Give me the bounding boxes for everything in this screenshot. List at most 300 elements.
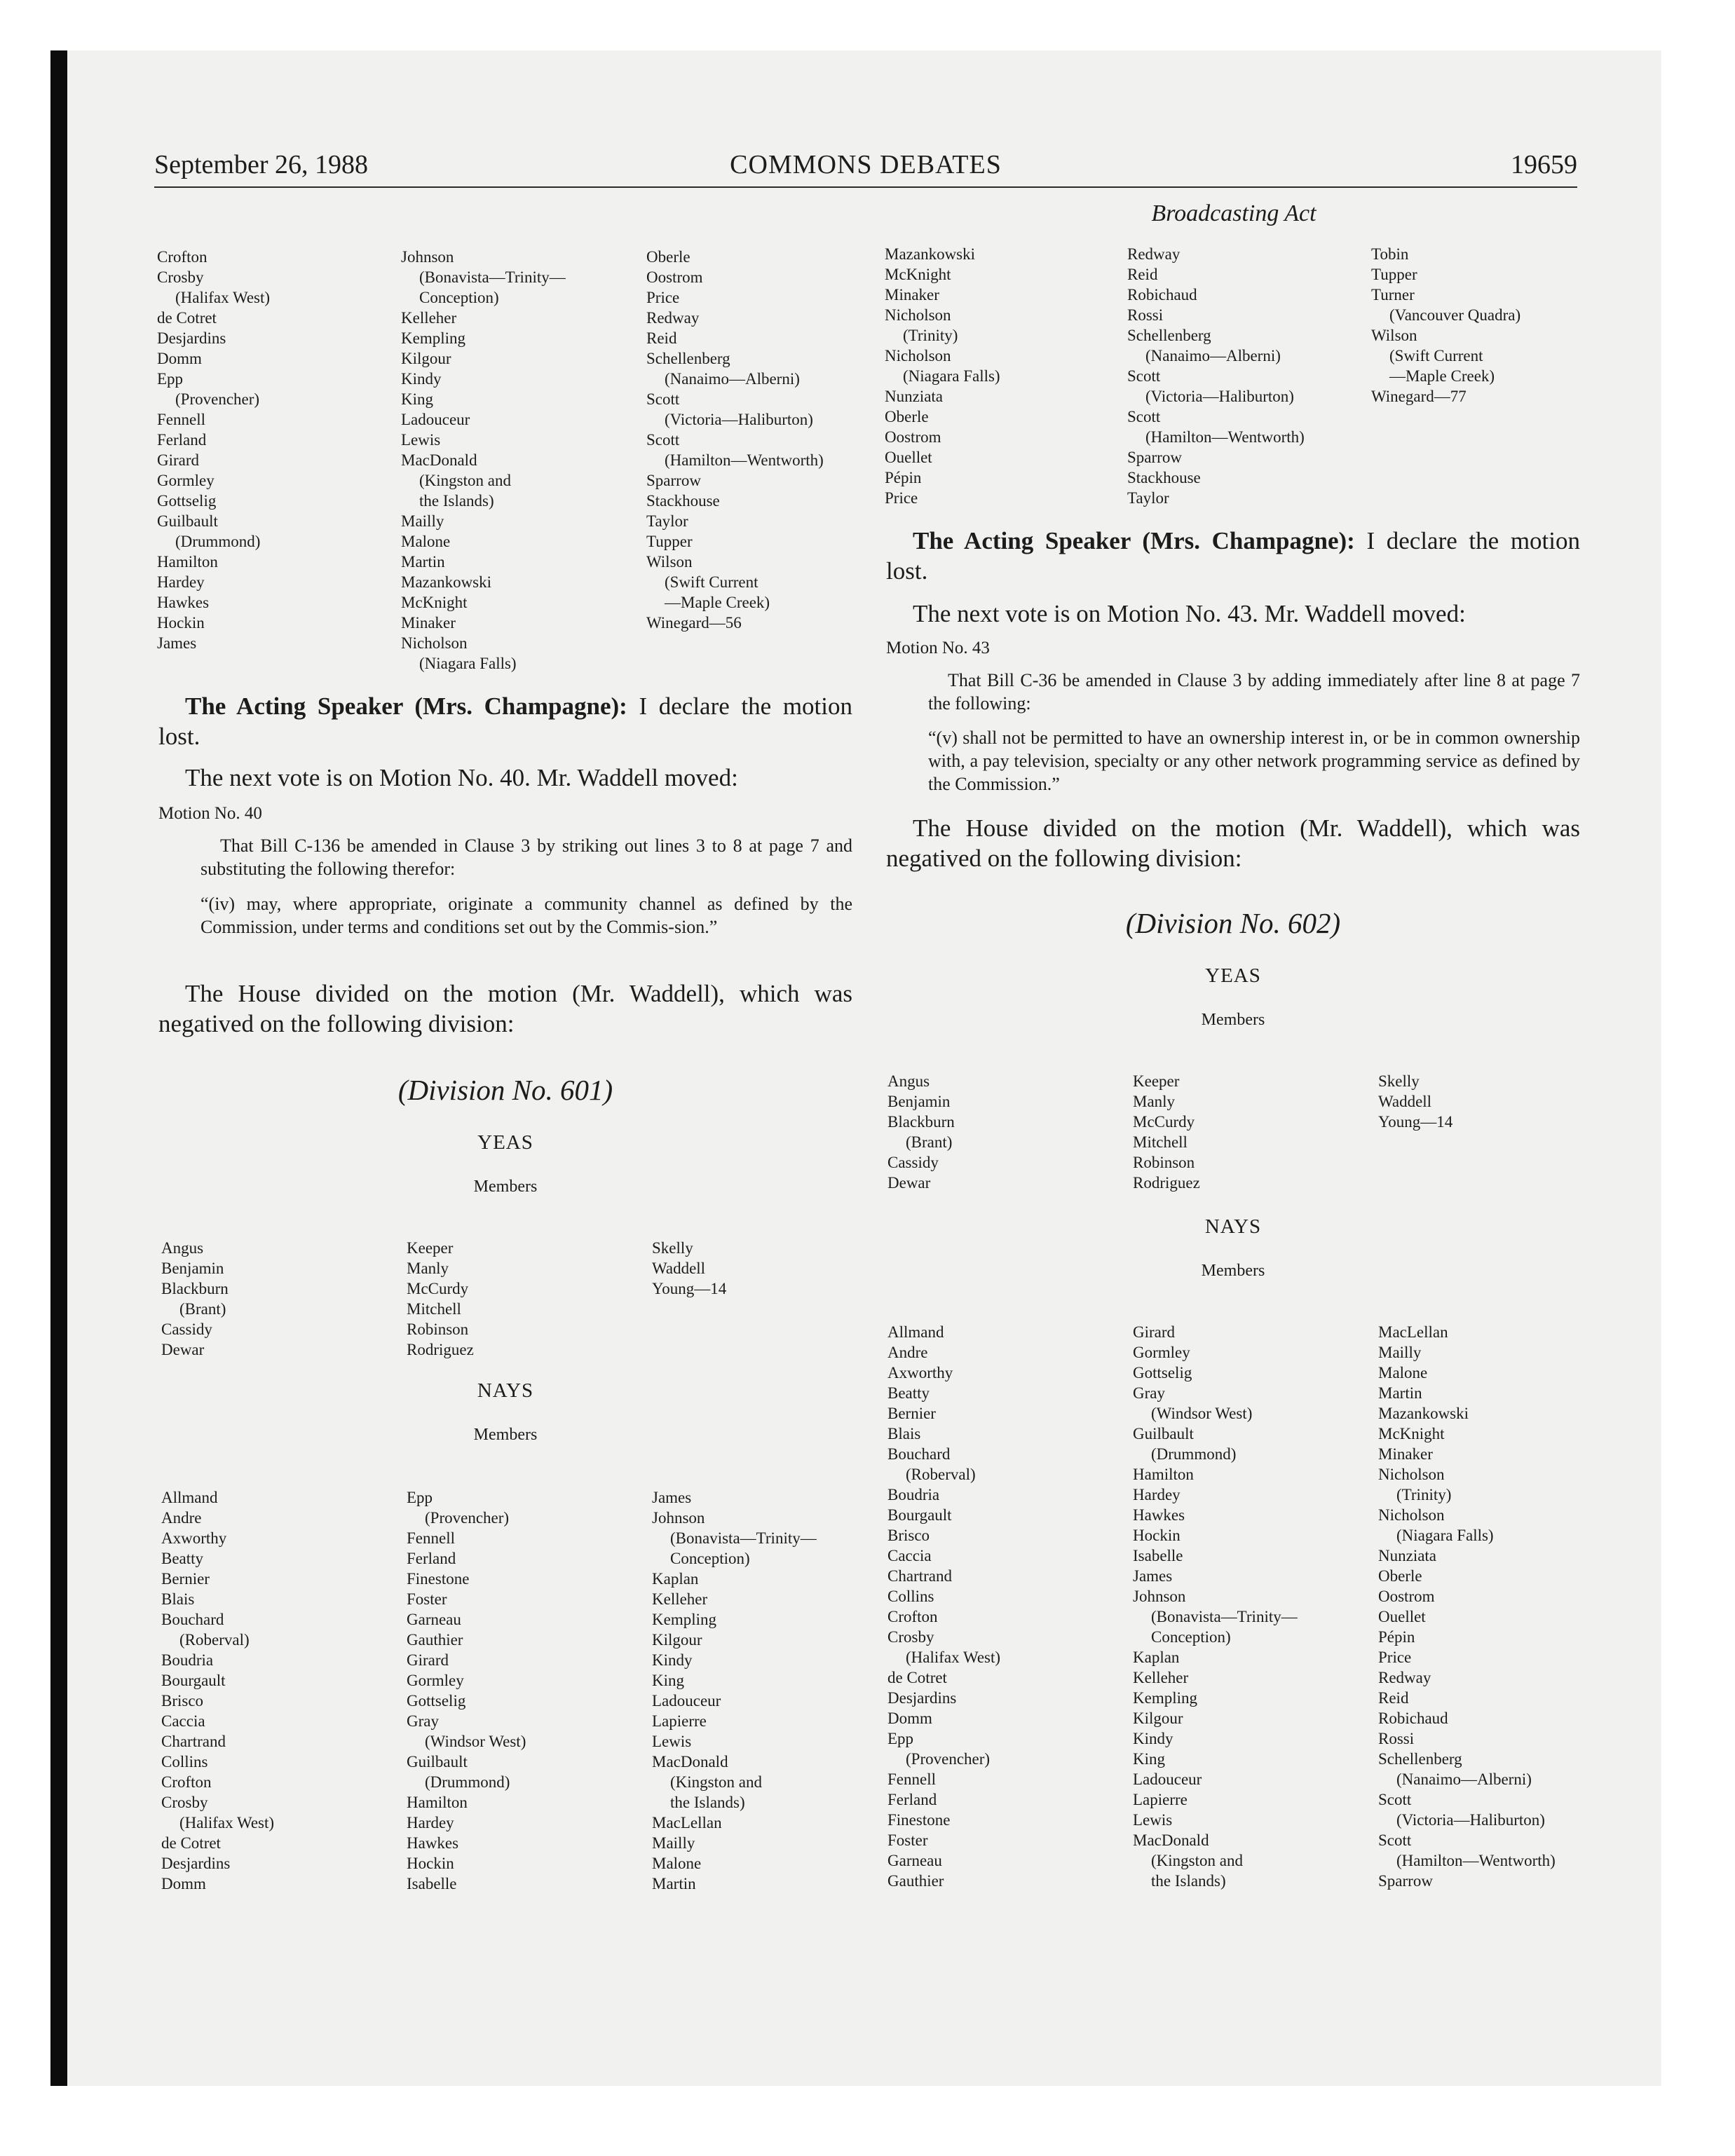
speaker-text: I declare the motion lost. (886, 527, 1580, 585)
member-name: Johnson (652, 1509, 705, 1527)
member-name: Gauthier (407, 1631, 463, 1649)
member-name: Mitchell (407, 1300, 461, 1318)
member-name: Scott (646, 431, 680, 449)
division-title: (Division No. 601) (397, 1074, 613, 1106)
member-name: Fennell (407, 1529, 455, 1547)
member-name: Andre (161, 1509, 202, 1527)
member-name: Nunziata (1378, 1547, 1437, 1564)
member-name: Schellenberg (646, 350, 730, 367)
member-name: (Victoria—Haliburton) (1145, 388, 1294, 405)
member-name: Kelleher (652, 1590, 708, 1608)
member-name: Scott (1127, 408, 1161, 425)
member-name: Collins (887, 1588, 934, 1605)
member-name: Redway (1127, 245, 1181, 263)
member-name: Caccia (887, 1547, 932, 1564)
member-name: Oberle (885, 408, 929, 425)
member-name: James (652, 1489, 692, 1506)
name-list (646, 247, 824, 633)
name-list (1378, 1071, 1452, 1132)
member-name: (Bonavista—Trinity— (1151, 1608, 1298, 1625)
member-name: Robinson (407, 1321, 469, 1338)
member-name: Malone (401, 533, 451, 550)
member-name: Blais (887, 1425, 921, 1442)
member-name: Wilson (646, 553, 693, 571)
member-name: Hockin (157, 614, 205, 632)
member-name: Benjamin (887, 1093, 951, 1110)
member-name: (Hamilton—Wentworth) (1396, 1852, 1556, 1869)
yeas-heading: YEAS (1205, 964, 1261, 987)
member-name: Chartrand (161, 1733, 226, 1750)
member-name: Price (646, 289, 680, 306)
member-name: (Kingston and (1151, 1852, 1243, 1869)
member-name: Ladouceur (401, 411, 470, 428)
member-name: Desjardins (161, 1855, 231, 1872)
member-name: (Roberval) (179, 1631, 250, 1649)
member-name: Oostrom (646, 268, 703, 286)
member-name: (Nanaimo—Alberni) (1145, 347, 1281, 364)
member-name: Kindy (401, 370, 442, 388)
member-name: Hockin (407, 1855, 454, 1872)
member-name: Pépin (885, 469, 922, 486)
member-name: Allmand (887, 1323, 944, 1341)
name-list (652, 1238, 726, 1299)
member-name: Ferland (407, 1550, 456, 1567)
member-name: McKnight (1378, 1425, 1445, 1442)
member-name: Conception) (670, 1550, 750, 1567)
scan-edge (50, 50, 67, 2086)
member-name: Bouchard (887, 1445, 951, 1463)
header-page-number: 19659 (1511, 150, 1577, 179)
member-name: Kempling (401, 329, 465, 347)
speaker-text: I declare the motion lost. (158, 692, 852, 750)
member-name: Hardey (157, 573, 205, 591)
member-name: Crofton (887, 1608, 938, 1625)
member-name: Robichaud (1127, 286, 1197, 303)
member-name: Mailly (652, 1834, 695, 1852)
member-name: Nicholson (885, 347, 951, 364)
member-name: Crofton (161, 1773, 212, 1791)
member-name: Hockin (1133, 1527, 1181, 1544)
header-date: September 26, 1988 (154, 150, 369, 179)
name-list (887, 1322, 1000, 1891)
member-name: Finestone (407, 1570, 470, 1588)
member-name: MacLellan (1378, 1323, 1448, 1341)
member-name: Minaker (1378, 1445, 1433, 1463)
member-name: Martin (401, 553, 445, 571)
member-name: MacDonald (1133, 1831, 1209, 1849)
member-name: Lewis (401, 431, 441, 449)
member-name: Garneau (887, 1852, 942, 1869)
member-name: Reid (1127, 266, 1158, 283)
member-name: Bourgault (161, 1672, 226, 1689)
member-name: Domm (161, 1875, 206, 1892)
member-name: Redway (1378, 1669, 1431, 1686)
member-name: —Maple Creek) (1389, 367, 1495, 385)
member-name: (Provencher) (175, 390, 260, 408)
member-name: Kaplan (652, 1570, 699, 1588)
member-name: Scott (1378, 1791, 1412, 1808)
member-name: Robinson (1133, 1154, 1195, 1171)
member-name: McKnight (885, 266, 951, 283)
name-list (407, 1487, 526, 1894)
member-name: Price (885, 489, 918, 507)
next-vote-text: The next vote is on Motion No. 43. Mr. Waddell moved: (913, 600, 1466, 627)
member-name: Tobin (1371, 245, 1409, 263)
member-name: Gray (1133, 1384, 1165, 1402)
member-name: Epp (407, 1489, 433, 1506)
member-name: Domm (887, 1710, 932, 1727)
member-name: Angus (161, 1239, 204, 1257)
motion-quote: “(iv) may, where appropriate, originate a community channel as defined by the Commission, under terms and conditions set out by the Commis-sion.” (200, 894, 852, 937)
member-name: (Drummond) (1151, 1445, 1237, 1463)
member-name: Fennell (887, 1770, 936, 1788)
member-name: Tupper (1371, 266, 1417, 283)
member-name: Boudria (887, 1486, 940, 1503)
member-name: de Cotret (157, 309, 217, 327)
member-name: Brisco (887, 1527, 930, 1544)
member-name: Robichaud (1378, 1710, 1448, 1727)
member-name: (Trinity) (1396, 1486, 1452, 1503)
member-name: Hamilton (157, 553, 218, 571)
member-name: Ouellet (885, 449, 932, 466)
member-name: MacLellan (652, 1814, 722, 1831)
member-name: (Niagara Falls) (903, 367, 1000, 385)
member-name: Blais (161, 1590, 195, 1608)
member-name: Ferland (887, 1791, 937, 1808)
member-name: —Maple Creek) (665, 594, 770, 611)
member-name: Keeper (407, 1239, 454, 1257)
member-name: Skelly (652, 1239, 693, 1257)
member-name: Stackhouse (1127, 469, 1201, 486)
member-name: Nicholson (1378, 1466, 1445, 1483)
member-name: Sparrow (646, 472, 701, 489)
division-intro: The House divided on the motion (Mr. Waddell), which was negatived on the following division: (158, 980, 852, 1037)
members-subheading: Members (473, 1178, 538, 1196)
member-name: Martin (652, 1875, 696, 1892)
member-name: Blackburn (161, 1280, 229, 1297)
member-name: Gottselig (407, 1692, 466, 1710)
member-name: de Cotret (887, 1669, 947, 1686)
name-list (887, 1071, 955, 1193)
name-list (1371, 244, 1520, 407)
member-name: (Niagara Falls) (1396, 1527, 1494, 1544)
member-name: (Niagara Falls) (419, 655, 517, 672)
member-name: Beatty (161, 1550, 204, 1567)
next-vote-text: The next vote is on Motion No. 40. Mr. Waddell moved: (185, 764, 738, 791)
header-publication: COMMONS DEBATES (730, 150, 1002, 179)
member-name: Bouchard (161, 1611, 224, 1628)
member-name: Crosby (161, 1794, 208, 1811)
member-name: Hawkes (1133, 1506, 1185, 1524)
member-name: Price (1378, 1649, 1412, 1666)
member-name: (Provencher) (906, 1750, 991, 1768)
member-name: Foster (887, 1831, 928, 1849)
member-name: Johnson (401, 248, 454, 266)
member-name: (Swift Current (665, 573, 758, 591)
member-name: Benjamin (161, 1260, 224, 1277)
member-name: (Nanaimo—Alberni) (665, 370, 800, 388)
member-name: (Windsor West) (425, 1733, 526, 1750)
member-name: Sparrow (1127, 449, 1182, 466)
member-name: Isabelle (407, 1875, 457, 1892)
member-name: Conception) (1151, 1628, 1231, 1646)
name-list (401, 247, 566, 674)
member-name: Rodriguez (407, 1341, 474, 1358)
member-name: Cassidy (161, 1321, 212, 1338)
member-name: Hawkes (407, 1834, 459, 1852)
member-name: Keeper (1133, 1072, 1180, 1090)
member-name: Ladouceur (652, 1692, 721, 1710)
member-name: Girard (407, 1651, 449, 1669)
member-name: Kilgour (652, 1631, 702, 1649)
name-list (157, 247, 270, 653)
member-name: the Islands) (670, 1794, 745, 1811)
member-name: Blackburn (887, 1113, 955, 1131)
member-name: Scott (1127, 367, 1161, 385)
member-name: Oostrom (885, 428, 941, 446)
member-name: Kilgour (401, 350, 451, 367)
member-name: Gormley (1133, 1344, 1190, 1361)
member-name: Reid (1378, 1689, 1409, 1707)
member-name: Crosby (157, 268, 204, 286)
member-name: Martin (1378, 1384, 1422, 1402)
name-list (1133, 1071, 1200, 1193)
name-list (161, 1238, 229, 1360)
member-name: Taylor (646, 512, 688, 530)
member-name: Turner (1371, 286, 1415, 303)
member-name: Schellenberg (1127, 327, 1211, 344)
member-name: King (401, 390, 433, 408)
member-name: Epp (887, 1730, 914, 1747)
speaker-name: The Acting Speaker (Mrs. Champagne): (913, 527, 1355, 554)
member-name: Bernier (887, 1405, 936, 1422)
motion-label: Motion No. 43 (886, 639, 990, 657)
running-head: Broadcasting Act (1151, 200, 1316, 226)
member-name: (Vancouver Quadra) (1389, 306, 1521, 324)
speaker-paragraph (886, 526, 1580, 586)
member-name: (Drummond) (425, 1773, 510, 1791)
name-list (161, 1487, 274, 1894)
member-name: Collins (161, 1753, 208, 1770)
member-name: Stackhouse (646, 492, 720, 510)
member-name: Axworthy (887, 1364, 953, 1381)
member-name: Desjardins (157, 329, 226, 347)
member-name: Hardey (1133, 1486, 1181, 1503)
member-name: Minaker (885, 286, 939, 303)
member-name: Kempling (1133, 1689, 1197, 1707)
member-name: Allmand (161, 1489, 218, 1506)
member-name: Skelly (1378, 1072, 1420, 1090)
member-name: Gauthier (887, 1872, 944, 1890)
name-list (885, 244, 1000, 508)
member-name: MacDonald (401, 451, 477, 469)
member-name: Gottselig (157, 492, 217, 510)
member-name: (Halifax West) (179, 1814, 275, 1831)
motion-label: Motion No. 40 (158, 804, 262, 823)
member-name: Manly (407, 1260, 449, 1277)
member-name: Foster (407, 1590, 447, 1608)
member-name: Brisco (161, 1692, 204, 1710)
member-name: (Victoria—Haliburton) (1396, 1811, 1545, 1829)
member-name: Waddell (1378, 1093, 1432, 1110)
page-header (154, 147, 1577, 188)
member-name: Oostrom (1378, 1588, 1435, 1605)
member-name: Hamilton (1133, 1466, 1194, 1483)
member-name: Crofton (157, 248, 207, 266)
name-list (1133, 1322, 1298, 1891)
member-name: the Islands) (419, 492, 494, 510)
motion-text: That Bill C-136 be amended in Clause 3 by striking out lines 3 to 8 at page 7 and substituting the following therefor: (200, 835, 852, 879)
member-name: Winegard—56 (646, 614, 742, 632)
member-name: Angus (887, 1072, 930, 1090)
member-name: Mazankowski (885, 245, 976, 263)
member-name: Guilbault (407, 1753, 468, 1770)
member-name: King (1133, 1750, 1165, 1768)
member-name: Finestone (887, 1811, 951, 1829)
member-name: McCurdy (1133, 1113, 1195, 1131)
member-name: Kilgour (1133, 1710, 1183, 1727)
member-name: Redway (646, 309, 700, 327)
member-name: Lewis (652, 1733, 692, 1750)
member-name: Kaplan (1133, 1649, 1180, 1666)
speaker-name: The Acting Speaker (Mrs. Champagne): (185, 692, 627, 720)
member-name: Nicholson (885, 306, 951, 324)
member-name: Wilson (1371, 327, 1417, 344)
member-name: Manly (1133, 1093, 1176, 1110)
member-name: James (157, 634, 197, 652)
member-name: Minaker (401, 614, 456, 632)
member-name: de Cotret (161, 1834, 221, 1852)
member-name: Domm (157, 350, 202, 367)
member-name: (Kingston and (419, 472, 511, 489)
member-name: Bourgault (887, 1506, 952, 1524)
member-name: the Islands) (1151, 1872, 1226, 1890)
member-name: Kempling (652, 1611, 716, 1628)
member-name: Gottselig (1133, 1364, 1192, 1381)
member-name: Johnson (1133, 1588, 1186, 1605)
member-name: Epp (157, 370, 184, 388)
member-name: Reid (646, 329, 677, 347)
member-name: Nunziata (885, 388, 944, 405)
motion-quote: “(v) shall not be permitted to have an ownership interest in, or be in common ownership with, a pay television, specialty or any other network programming service as defined by the Commission.” (928, 728, 1580, 794)
member-name: (Nanaimo—Alberni) (1396, 1770, 1532, 1788)
member-name: Rossi (1127, 306, 1164, 324)
member-name: Mazankowski (1378, 1405, 1469, 1422)
member-name: Gormley (157, 472, 215, 489)
member-name: Lapierre (1133, 1791, 1188, 1808)
member-name: (Kingston and (670, 1773, 762, 1791)
member-name: Lapierre (652, 1712, 707, 1730)
member-name: Kelleher (1133, 1669, 1189, 1686)
member-name: Ferland (157, 431, 207, 449)
member-name: Schellenberg (1378, 1750, 1462, 1768)
member-name: Crosby (887, 1628, 934, 1646)
member-name: Sparrow (1378, 1872, 1433, 1890)
member-name: (Victoria—Haliburton) (665, 411, 813, 428)
member-name: Isabelle (1133, 1547, 1183, 1564)
member-name: McCurdy (407, 1280, 469, 1297)
member-name: Ouellet (1378, 1608, 1426, 1625)
member-name: Dewar (887, 1174, 931, 1192)
member-name: Guilbault (1133, 1425, 1194, 1442)
member-name: Desjardins (887, 1689, 957, 1707)
name-list (652, 1487, 817, 1894)
member-name: (Bonavista—Trinity— (419, 268, 566, 286)
member-name: Ladouceur (1133, 1770, 1202, 1788)
member-name: Kindy (1133, 1730, 1173, 1747)
yeas-heading: YEAS (477, 1131, 533, 1154)
member-name: Hawkes (157, 594, 210, 611)
member-name: Kindy (652, 1651, 693, 1669)
nays-heading: NAYS (477, 1379, 534, 1402)
member-name: Caccia (161, 1712, 205, 1730)
member-name: Scott (1378, 1831, 1412, 1849)
member-name: Girard (157, 451, 200, 469)
member-name: Nicholson (1378, 1506, 1445, 1524)
member-name: Oberle (646, 248, 690, 266)
member-name: Rossi (1378, 1730, 1415, 1747)
member-name: Malone (652, 1855, 702, 1872)
nays-heading: NAYS (1204, 1215, 1262, 1238)
name-list (407, 1238, 474, 1360)
member-name: (Bonavista—Trinity— (670, 1529, 817, 1547)
member-name: Hardey (407, 1814, 454, 1831)
member-name: Young—14 (1378, 1113, 1453, 1131)
member-name: King (652, 1672, 684, 1689)
member-name: (Hamilton—Wentworth) (665, 451, 824, 469)
member-name: Oberle (1378, 1567, 1422, 1585)
member-name: (Provencher) (425, 1509, 510, 1527)
members-subheading: Members (1201, 1011, 1265, 1029)
member-name: Girard (1133, 1323, 1176, 1341)
member-name: (Swift Current (1389, 347, 1483, 364)
member-name: (Halifax West) (906, 1649, 1001, 1666)
member-name: Lewis (1133, 1811, 1173, 1829)
member-name: Beatty (887, 1384, 930, 1402)
member-name: Kelleher (401, 309, 457, 327)
member-name: Fennell (157, 411, 205, 428)
member-name: Mazankowski (401, 573, 492, 591)
member-name: Axworthy (161, 1529, 227, 1547)
member-name: Mailly (1378, 1344, 1422, 1361)
member-name: Gray (407, 1712, 439, 1730)
member-name: Conception) (419, 289, 499, 306)
member-name: (Halifax West) (175, 289, 271, 306)
member-name: MacDonald (652, 1753, 728, 1770)
speaker-paragraph (158, 691, 852, 751)
member-name: Garneau (407, 1611, 461, 1628)
member-name: Andre (887, 1344, 928, 1361)
member-name: Waddell (652, 1260, 706, 1277)
member-name: Mailly (401, 512, 444, 530)
name-list (1127, 244, 1305, 508)
member-name: Bernier (161, 1570, 210, 1588)
member-name: McKnight (401, 594, 468, 611)
member-name: Gormley (407, 1672, 464, 1689)
motion-text: That Bill C-36 be amended in Clause 3 by adding immediately after line 8 at page 7 the following: (928, 670, 1580, 714)
member-name: Hamilton (407, 1794, 468, 1811)
member-name: Scott (646, 390, 680, 408)
member-name: Malone (1378, 1364, 1428, 1381)
member-name: (Brant) (179, 1300, 226, 1318)
member-name: (Roberval) (906, 1466, 976, 1483)
member-name: Dewar (161, 1341, 205, 1358)
member-name: Boudria (161, 1651, 214, 1669)
member-name: (Windsor West) (1151, 1405, 1253, 1422)
member-name: Guilbault (157, 512, 218, 530)
members-subheading: Members (1201, 1262, 1265, 1280)
member-name: Mitchell (1133, 1133, 1188, 1151)
